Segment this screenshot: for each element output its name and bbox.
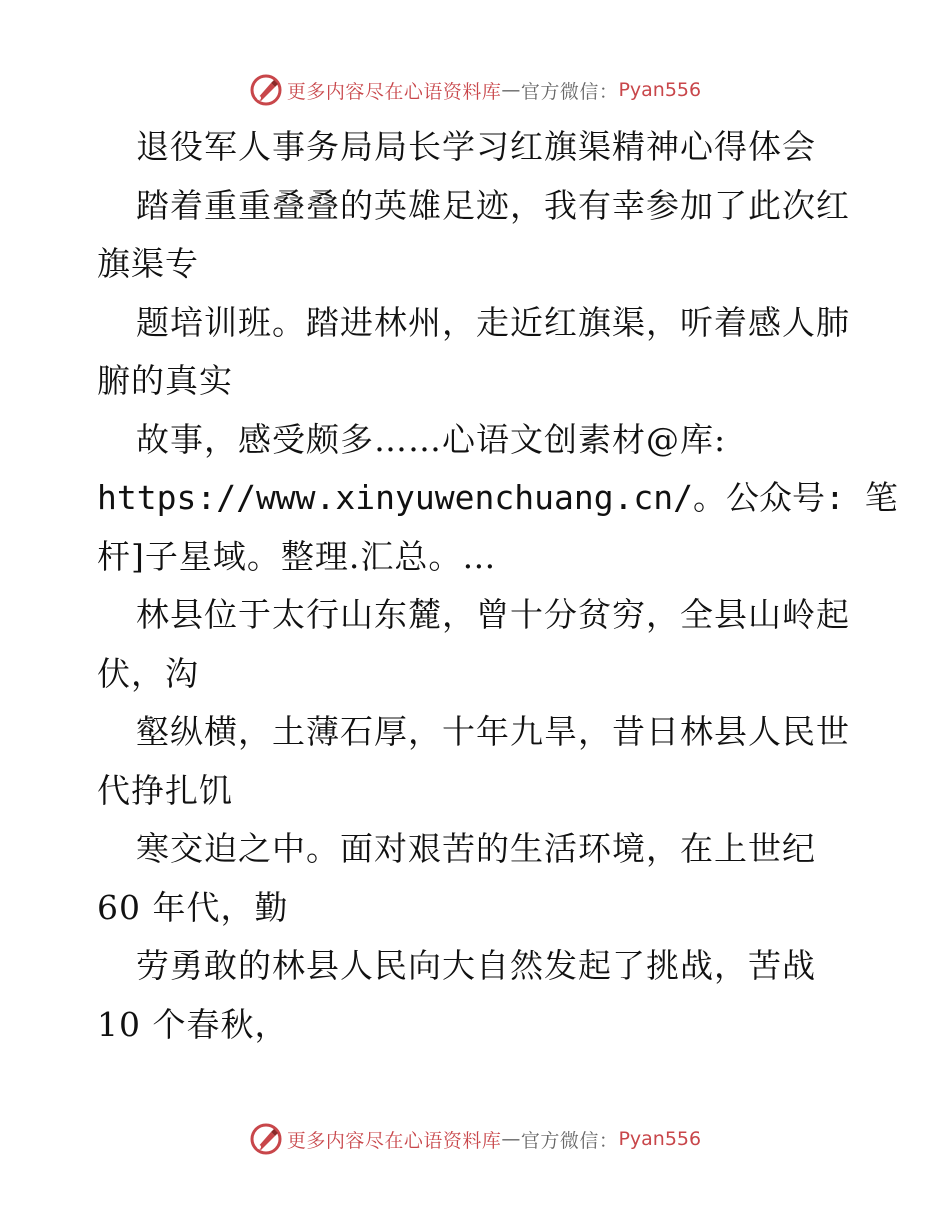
paragraph-line: 腑的真实 — [97, 361, 233, 400]
document-title: 退役军人事务局局长学习红旗渠精神心得体会 — [136, 127, 816, 166]
banner-main-text: 更多内容尽在心语资料库 — [286, 1129, 502, 1152]
banner-dash: — — [501, 79, 521, 101]
paragraph-line: 代挣扎饥 — [97, 770, 233, 810]
banner-wechat-label: 官方微信： — [520, 80, 619, 103]
pen-logo-icon — [249, 1122, 283, 1156]
paragraph-line: 林县位于太行山东麓，曾十分贫穷，全县山岭起 — [136, 595, 850, 634]
header-watermark — [0, 70, 950, 110]
paragraph-line: 寒交迫之中。面对艰苦的生活环境，在上世纪 — [136, 829, 816, 868]
banner-main-text: 更多内容尽在心语资料库 — [286, 80, 502, 103]
paragraph-line-url: https://www.xinyuwenchuang.cn/。公众号: 笔 — [97, 478, 898, 517]
paragraph-line: 劳勇敢的林县人民向大自然发起了挑战，苦战 — [136, 946, 816, 985]
document-body — [0, 118, 950, 1054]
paragraph-line: 10 个春秋， — [97, 1004, 289, 1044]
banner-wechat-label: 官方微信： — [520, 1129, 619, 1152]
banner-wechat-id: Pyan556 — [618, 79, 702, 101]
paragraph-line: 壑纵横，土薄石厚，十年九旱，昔日林县人民世 — [136, 712, 850, 751]
banner-dash: — — [501, 1128, 521, 1150]
paragraph-line: 伏，沟 — [97, 653, 199, 693]
paragraph-line: 踏着重重叠叠的英雄足迹，我有幸参加了此次红 — [136, 185, 850, 225]
paragraph-line: 题培训班。踏进林州，走近红旗渠，听着感人肺 — [136, 302, 850, 342]
paragraph-line: 60 年代，勤 — [97, 887, 289, 927]
banner-wechat-id: Pyan556 — [618, 1128, 702, 1150]
paragraph-line: 杆]子星域。整理.汇总。… — [97, 536, 497, 576]
paragraph-line: 故事，感受颇多……心语文创素材@库: — [136, 419, 727, 459]
footer-watermark — [0, 1119, 950, 1159]
paragraph-line: 旗渠专 — [97, 244, 199, 283]
pen-logo-icon — [249, 73, 283, 107]
